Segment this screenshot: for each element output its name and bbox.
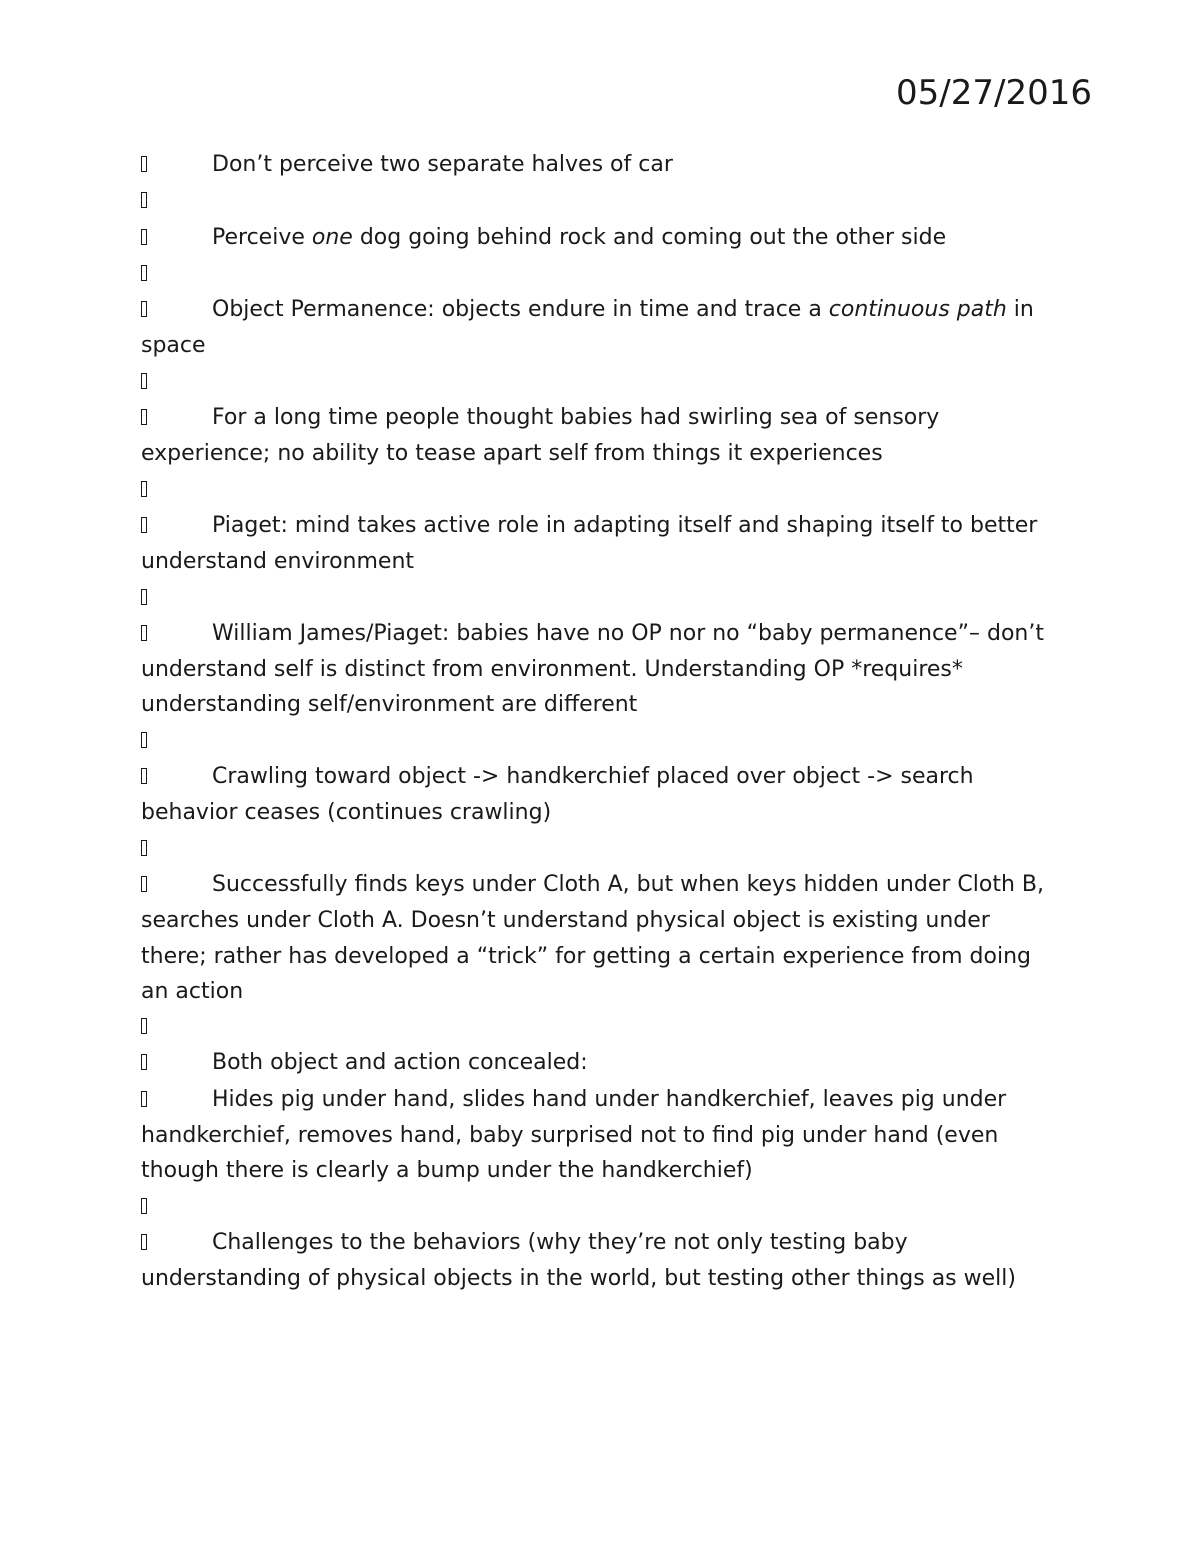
bullet-box-icon bbox=[141, 868, 212, 903]
bullet-item bbox=[141, 400, 1061, 472]
missing-glyph-icon bbox=[141, 876, 147, 892]
empty-bullet-item bbox=[141, 183, 1061, 219]
bullet-box-icon bbox=[141, 724, 212, 759]
bullet-box-icon bbox=[141, 581, 212, 616]
missing-glyph-icon bbox=[141, 517, 147, 533]
missing-glyph-icon bbox=[141, 625, 147, 641]
bullet-item bbox=[141, 1045, 1061, 1081]
bullet-box-icon bbox=[141, 473, 212, 508]
italic-text: one bbox=[311, 224, 353, 250]
bullet-item bbox=[141, 616, 1061, 723]
bullet-item bbox=[141, 759, 1061, 831]
bullet-box-icon bbox=[141, 148, 212, 183]
bullet-box-icon bbox=[141, 1083, 212, 1118]
bullet-box-icon bbox=[141, 184, 212, 219]
bullet-box-icon bbox=[141, 401, 212, 436]
missing-glyph-icon bbox=[141, 156, 147, 172]
bullet-item bbox=[141, 1082, 1061, 1189]
missing-glyph-icon bbox=[141, 301, 147, 317]
empty-bullet-item bbox=[141, 723, 1061, 759]
missing-glyph-icon bbox=[141, 589, 147, 605]
empty-bullet-item bbox=[141, 472, 1061, 508]
note-text: Don’t perceive two separate halves of car bbox=[212, 152, 673, 177]
date-header: 05/27/2016 bbox=[896, 73, 1092, 113]
note-text: Crawling toward object -> handkerchief placed over object -> search behavior ceases (continues crawling) bbox=[141, 764, 974, 826]
bullet-box-icon bbox=[141, 257, 212, 292]
missing-glyph-icon bbox=[141, 1091, 147, 1107]
note-text: Hides pig under hand, slides hand under handkerchief, leaves pig under handkerchief, removes hand, baby surprised not to find pig under hand (even though there is clearly a bump under the handkerchief) bbox=[141, 1086, 1007, 1184]
note-text: Challenges to the behaviors (why they’re not only testing baby understanding of physical objects in the world, but testing other things as well) bbox=[141, 1229, 1016, 1292]
empty-bullet-item bbox=[141, 364, 1061, 400]
empty-bullet-item bbox=[141, 831, 1061, 867]
missing-glyph-icon bbox=[141, 265, 147, 281]
missing-glyph-icon bbox=[141, 192, 147, 208]
note-text: For a long time people thought babies had swirling sea of sensory experience; no ability to tease apart self from things it experiences bbox=[141, 405, 940, 467]
bullet-box-icon bbox=[141, 365, 212, 400]
note-text: Piaget: mind takes active role in adapting itself and shaping itself to better understand environment bbox=[141, 512, 1038, 575]
note-text: Object Permanence: objects endure in time and trace a bbox=[212, 297, 829, 323]
italic-text: continuous path bbox=[828, 297, 1007, 323]
bullet-item bbox=[141, 1225, 1061, 1297]
missing-glyph-icon bbox=[141, 229, 147, 245]
bullet-box-icon bbox=[141, 617, 212, 652]
bullet-item bbox=[141, 508, 1061, 580]
note-text: in space bbox=[141, 297, 1034, 359]
bullet-box-icon bbox=[141, 509, 212, 544]
missing-glyph-icon bbox=[141, 1018, 147, 1034]
empty-bullet-item bbox=[141, 256, 1061, 292]
empty-bullet-item bbox=[141, 1009, 1061, 1045]
notes-list bbox=[141, 147, 1061, 1297]
missing-glyph-icon bbox=[141, 1234, 147, 1250]
bullet-box-icon bbox=[141, 1046, 212, 1081]
missing-glyph-icon bbox=[141, 409, 147, 425]
missing-glyph-icon bbox=[141, 732, 147, 748]
bullet-item bbox=[141, 867, 1061, 1009]
missing-glyph-icon bbox=[141, 481, 147, 497]
missing-glyph-icon bbox=[141, 768, 147, 784]
bullet-item bbox=[141, 292, 1061, 364]
missing-glyph-icon bbox=[141, 373, 147, 389]
missing-glyph-icon bbox=[141, 1198, 147, 1214]
bullet-box-icon bbox=[141, 1010, 212, 1045]
note-text: William James/Piaget: babies have no OP nor no “baby permanence”– don’t understand self is distinct from environment. Understanding OP *requires* understanding self/environment are different bbox=[141, 620, 1044, 718]
bullet-box-icon bbox=[141, 1226, 212, 1261]
missing-glyph-icon bbox=[141, 840, 147, 856]
empty-bullet-item bbox=[141, 1189, 1061, 1225]
bullet-item bbox=[141, 220, 1061, 256]
note-text: Perceive bbox=[212, 224, 312, 250]
note-text: Successfully finds keys under Cloth A, but when keys hidden under Cloth B, searches under Cloth A. Doesn’t understand physical object is existing under there; rather has developed a “trick” for getting a certain experience from doing an action bbox=[141, 871, 1044, 1004]
bullet-box-icon bbox=[141, 832, 212, 867]
note-text: dog going behind rock and coming out the other side bbox=[352, 224, 947, 250]
bullet-box-icon bbox=[141, 221, 212, 256]
bullet-box-icon bbox=[141, 1190, 212, 1225]
bullet-box-icon bbox=[141, 293, 212, 328]
missing-glyph-icon bbox=[141, 1054, 147, 1070]
empty-bullet-item bbox=[141, 580, 1061, 616]
bullet-item bbox=[141, 147, 1061, 183]
note-text: Both object and action concealed: bbox=[212, 1050, 588, 1076]
bullet-box-icon bbox=[141, 760, 212, 795]
